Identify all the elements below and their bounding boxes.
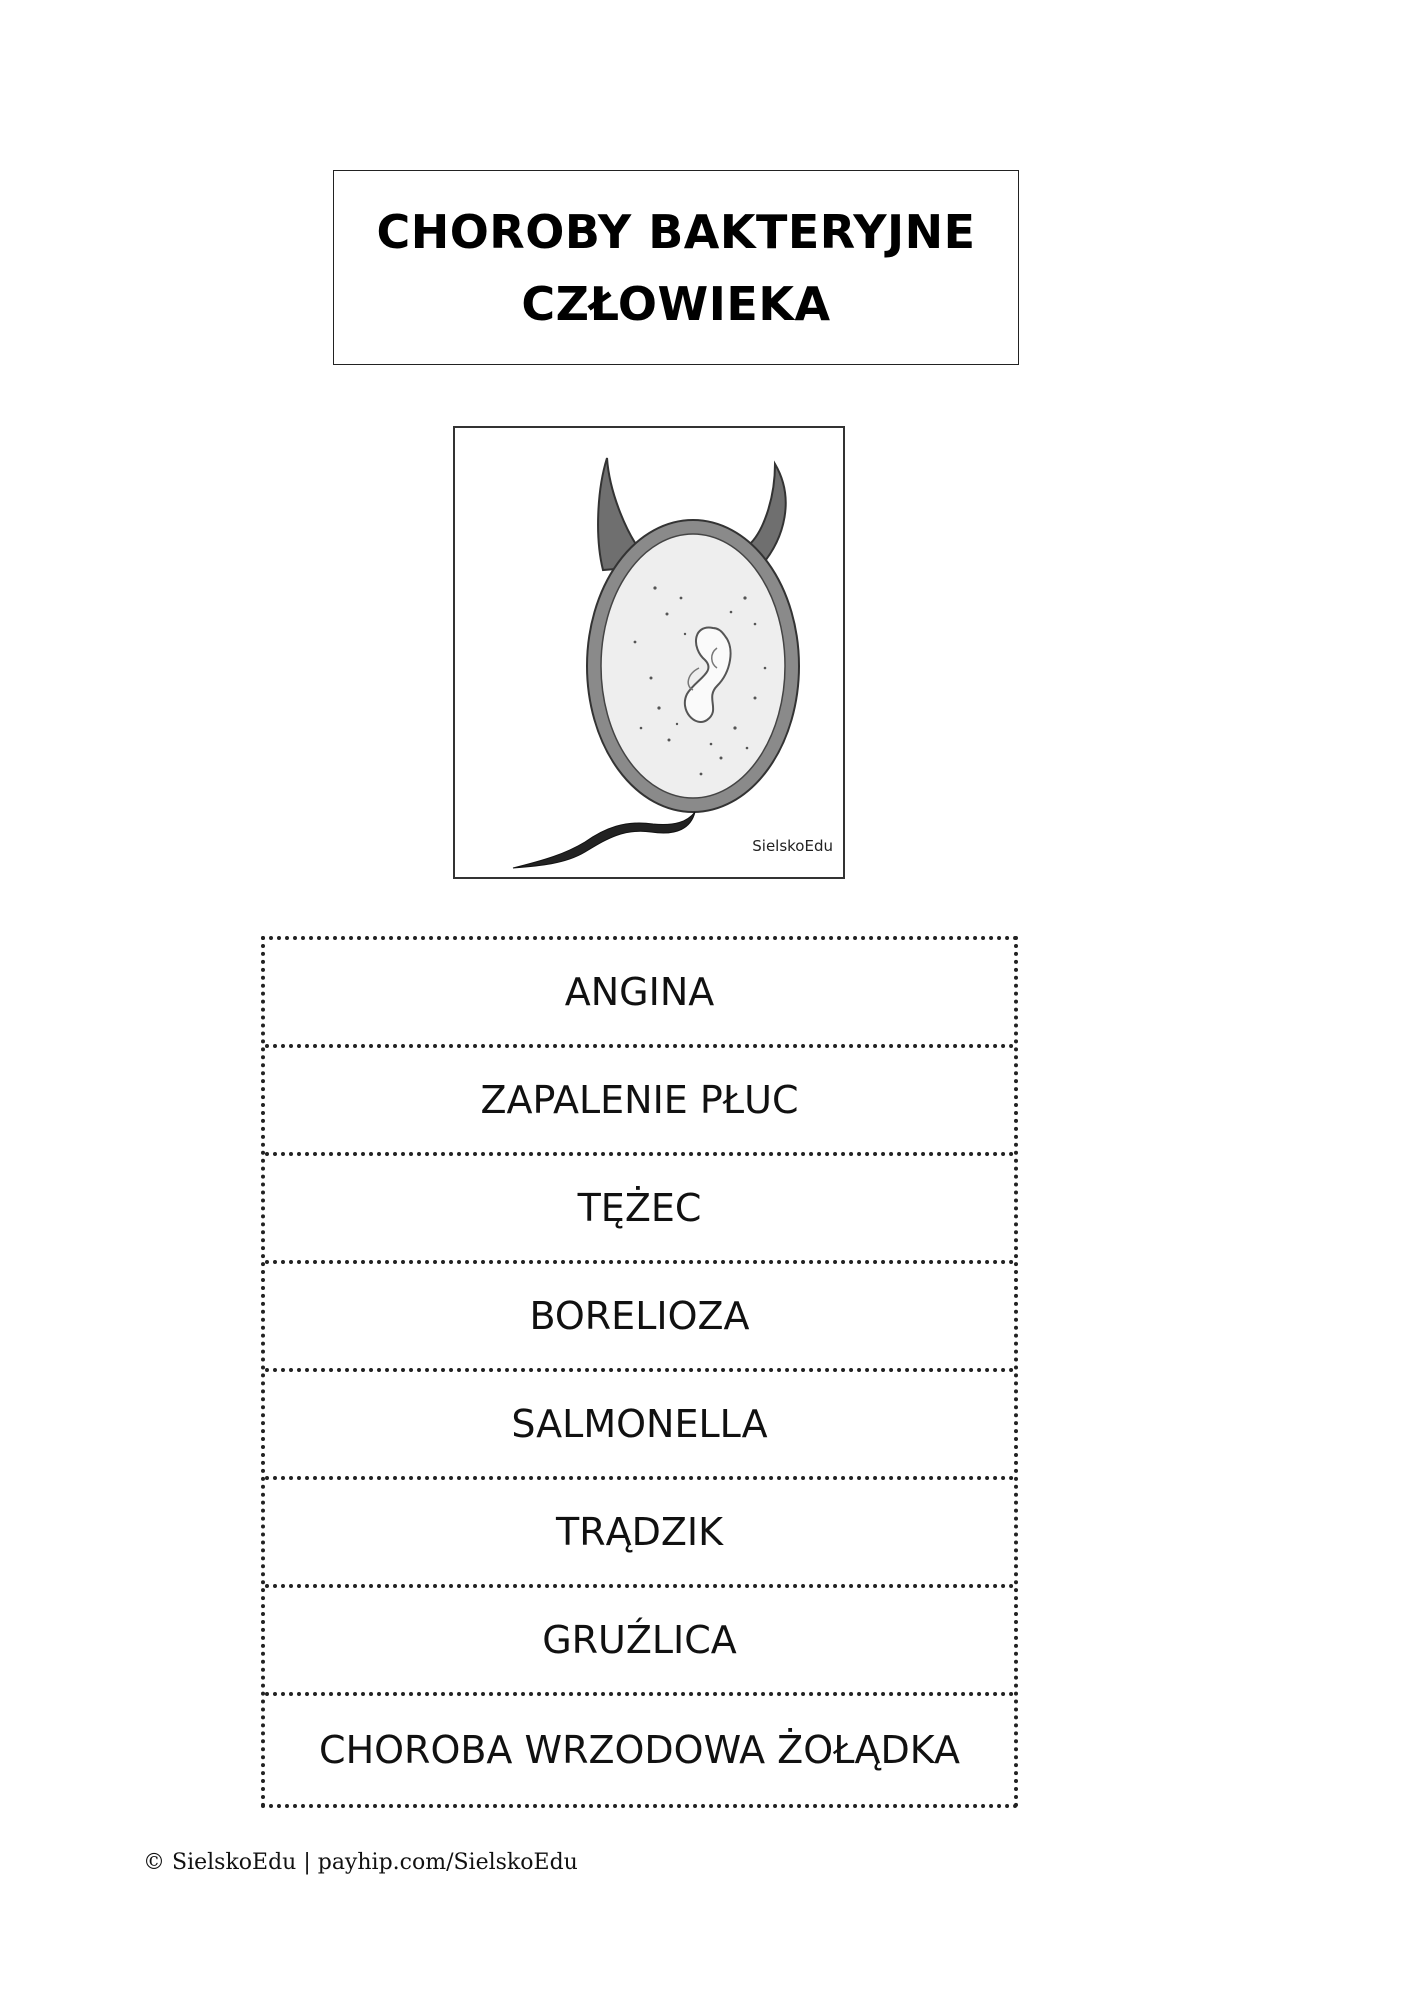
flagellum: [513, 812, 695, 868]
illustration-watermark: SielskoEdu: [752, 837, 833, 855]
disease-item: GRUŹLICA: [265, 1588, 1014, 1696]
cytoplasm: [601, 534, 785, 798]
bacterium-illustration: [453, 426, 845, 879]
disease-item: TĘŻEC: [265, 1156, 1014, 1264]
disease-item: SALMONELLA: [265, 1372, 1014, 1480]
disease-item: CHOROBA WRZODOWA ŻOŁĄDKA: [319, 1728, 960, 1772]
page-title-line-2: CZŁOWIEKA: [521, 276, 831, 331]
disease-item: ZAPALENIE PŁUC: [265, 1048, 1014, 1156]
disease-list: [261, 936, 1018, 1808]
bacterium-drawing: [455, 428, 845, 879]
disease-item: BORELIOZA: [265, 1264, 1014, 1372]
footer-copyright: © SielskoEdu | payhip.com/SielskoEdu: [143, 1850, 578, 1875]
page-title-line-1: CHOROBY BAKTERYJNE: [376, 204, 976, 259]
disease-item: TRĄDZIK: [265, 1480, 1014, 1588]
title-box: [333, 170, 1019, 365]
disease-item: ANGINA: [265, 940, 1014, 1048]
